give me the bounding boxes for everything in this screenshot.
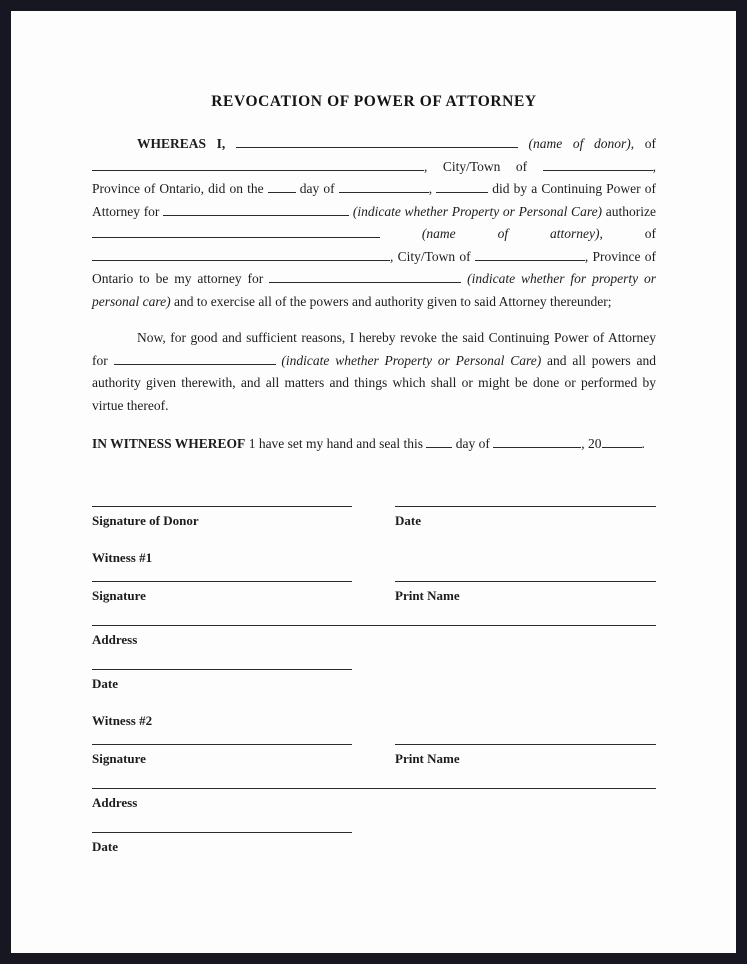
witness1-date-label: Date	[92, 675, 118, 691]
fill-in-blank	[426, 436, 452, 448]
donor-date-line	[395, 506, 656, 507]
donor-date-cell	[395, 506, 656, 529]
donor-signature-label: Signature of Donor	[92, 512, 199, 528]
paragraph-revocation	[92, 327, 656, 417]
witness2-signature-line	[92, 744, 352, 745]
document-title: REVOCATION OF POWER OF ATTORNEY	[211, 93, 537, 110]
text-segment	[518, 136, 529, 151]
text-segment: , City/Town of	[390, 248, 475, 264]
witness1-date-row	[92, 669, 656, 692]
witness1-print-name-line	[395, 581, 656, 582]
fill-in-blank	[602, 436, 642, 448]
text-segment: , of	[599, 226, 656, 241]
text-segment: and all powers and authority given therewith, and all matters and things which shall or might be done or performed by virtue thereof.	[92, 352, 656, 413]
donor-date-label: Date	[395, 512, 421, 528]
text-segment: 1 have set my hand and seal this	[245, 436, 427, 451]
fill-in-blank	[268, 181, 296, 193]
text-segment: day of	[452, 436, 494, 451]
fill-in-blank	[92, 249, 390, 261]
witness1-signature-label: Signature	[92, 587, 146, 603]
witness1-date-line	[92, 669, 352, 670]
witness1-address-label: Address	[92, 631, 138, 647]
donor-signature-line	[92, 506, 352, 507]
fill-in-blank	[236, 136, 518, 148]
text-segment: (indicate whether Property or Personal Care)	[352, 203, 603, 219]
witness1-signature-line	[92, 581, 352, 582]
witness2-date-line	[92, 832, 352, 833]
text-segment: (name of donor)	[528, 136, 631, 151]
paragraph-whereas	[92, 133, 656, 313]
donor-signature-row	[92, 506, 656, 529]
witness2-address-row	[92, 788, 656, 811]
witness1-signature-cell	[92, 581, 352, 604]
witness2-address-line	[92, 788, 656, 789]
witness1-address-row	[92, 625, 656, 648]
paragraph-witness-clause	[92, 433, 656, 456]
text-segment: .	[641, 436, 645, 451]
witness2-date-label: Date	[92, 838, 118, 854]
witness2-print-name-line	[395, 744, 656, 745]
fill-in-blank	[475, 249, 585, 261]
text-segment	[380, 226, 422, 241]
fill-in-blank	[163, 204, 349, 216]
witness2-address-label: Address	[92, 794, 138, 810]
text-segment: ,	[428, 181, 437, 196]
witness2-print-name-label: Print Name	[395, 750, 460, 766]
fill-in-blank	[543, 159, 653, 171]
text-segment: Now, for good and sufficient reasons, I hereby revoke the said Continuing Power of Attorney for	[92, 330, 656, 368]
fill-in-blank	[436, 181, 488, 193]
witness1-heading: Witness #1	[92, 549, 153, 565]
witness1-print-name-cell	[395, 581, 656, 604]
witness1-print-name-label: Print Name	[395, 587, 460, 603]
text-segment: IN WITNESS WHEREOF	[92, 436, 246, 451]
fill-in-blank	[114, 353, 276, 365]
fill-in-blank	[92, 159, 424, 171]
text-segment: did by a Continuing Power of Attorney for	[92, 181, 657, 219]
text-segment: , Province of Ontario to be my attorney for	[92, 248, 656, 286]
witness1-address-line	[92, 625, 656, 626]
witness2-signature-label: Signature	[92, 750, 146, 766]
witness2-date-row	[92, 832, 656, 855]
text-segment: day of	[295, 181, 339, 196]
witness2-print-name-cell	[395, 744, 656, 767]
witness1-signature-row	[92, 581, 656, 604]
fill-in-blank	[92, 226, 380, 238]
text-segment: , of	[630, 136, 656, 151]
signature-section	[92, 506, 656, 855]
text-segment: , Province of Ontario, did on the	[92, 158, 656, 196]
text-segment: (indicate whether for property or personal care)	[92, 271, 656, 309]
text-segment: WHEREAS I,	[137, 136, 236, 151]
witness2-heading: Witness #2	[92, 712, 153, 728]
text-segment: (indicate whether Property or Personal Care)	[281, 352, 542, 368]
fill-in-blank	[493, 436, 581, 448]
donor-signature-cell	[92, 506, 352, 529]
fill-in-blank	[269, 271, 461, 283]
text-segment: (name of attorney)	[421, 226, 600, 241]
text-segment: , City/Town of	[424, 158, 543, 174]
text-segment: and to exercise all of the powers and authority given to said Attorney thereunder;	[170, 293, 612, 309]
witness2-signature-row	[92, 744, 656, 767]
fill-in-blank	[339, 181, 429, 193]
witness2-signature-cell	[92, 744, 352, 767]
text-segment: , 20	[581, 436, 602, 451]
text-segment: authorize	[602, 203, 656, 219]
